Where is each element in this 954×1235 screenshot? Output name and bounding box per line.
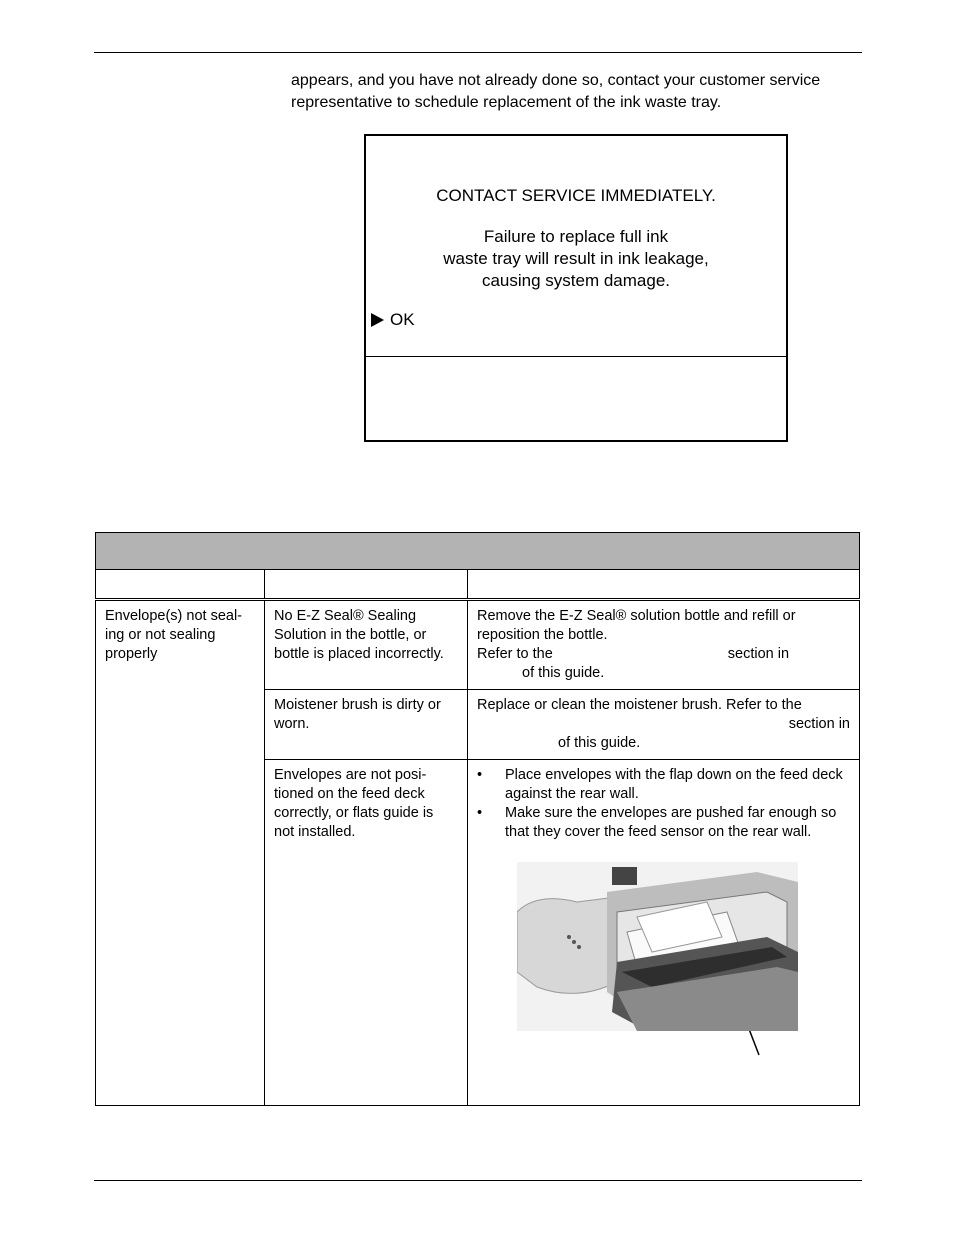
table-title-cell	[96, 533, 860, 570]
intro-paragraph	[291, 70, 866, 114]
cause-line: bottle is placed incorrectly.	[274, 646, 444, 662]
callout-line	[477, 1031, 837, 1091]
screen-message-line: waste tray will result in ink leakage,	[443, 249, 709, 268]
screen-headline: CONTACT SERVICE IMMEDIATELY.	[436, 186, 716, 205]
solution-bullet: • Make sure the envelopes are pushed far enough so that they cover the feed sensor on the rear wall.	[477, 804, 850, 842]
solution-line: of this guide.	[522, 665, 605, 681]
screen-message-area	[366, 136, 786, 357]
callout-area	[477, 1031, 850, 1091]
column-header-cause	[265, 570, 468, 600]
problem-line: properly	[105, 646, 158, 662]
problem-cell	[96, 600, 265, 1106]
solution-line	[477, 645, 850, 664]
screen-ok-option	[371, 310, 415, 330]
cause-cell	[265, 600, 468, 690]
footer-rule	[94, 1180, 862, 1181]
cause-cell	[265, 690, 468, 760]
solution-text: Refer to the	[477, 646, 553, 662]
lcd-screen-illustration	[364, 134, 788, 442]
cause-line: Solution in the bottle, or	[274, 627, 427, 643]
solution-line: Replace or clean the moistener brush. Refer to the	[477, 697, 802, 713]
solution-bullet: • Place envelopes with the flap down on the feed deck against the rear wall.	[477, 766, 850, 804]
table-column-header-row	[96, 570, 860, 600]
solution-cell	[468, 690, 860, 760]
table-row	[96, 600, 860, 690]
selection-arrow-icon	[371, 313, 384, 327]
cause-line: No E-Z Seal® Sealing	[274, 608, 417, 624]
cause-line: Moistener brush is dirty or	[274, 697, 441, 713]
cause-line: Envelopes are not posi-	[274, 767, 427, 783]
intro-line: representative to schedule replacement of the ink waste tray.	[291, 94, 722, 111]
solution-cell	[468, 600, 860, 690]
screen-message-line: causing system damage.	[481, 271, 671, 290]
solution-bullet-list	[477, 766, 850, 842]
screen-message	[366, 226, 786, 292]
column-header-problem	[96, 570, 265, 600]
column-header-solution	[468, 570, 860, 600]
screen-message-line: Failure to replace full ink	[483, 227, 669, 246]
problem-line: Envelope(s) not seal-	[105, 608, 243, 624]
cause-cell	[265, 760, 468, 1106]
solution-line: Remove the E-Z Seal® solution bottle and refill or	[477, 608, 796, 624]
cause-line: worn.	[274, 716, 310, 732]
solution-text: section in	[727, 646, 790, 662]
header-rule	[94, 52, 862, 53]
solution-line: of this guide.	[558, 735, 641, 751]
solution-cell	[468, 760, 860, 1106]
solution-line: reposition the bottle.	[477, 627, 608, 643]
screen-ok-label: OK	[390, 310, 415, 329]
machine-photo	[517, 862, 798, 1031]
mailing-machine-illustration	[517, 862, 798, 1031]
table-title-row	[96, 533, 860, 570]
problem-line: ing or not sealing	[105, 627, 216, 643]
cause-line: not installed.	[274, 824, 356, 840]
cause-line: correctly, or flats guide is	[274, 805, 434, 821]
solution-line: section in	[788, 716, 850, 732]
intro-line: appears, and you have not already done so, contact your customer service	[291, 72, 821, 89]
troubleshooting-table	[95, 532, 860, 1106]
cause-line: tioned on the feed deck	[274, 786, 425, 802]
